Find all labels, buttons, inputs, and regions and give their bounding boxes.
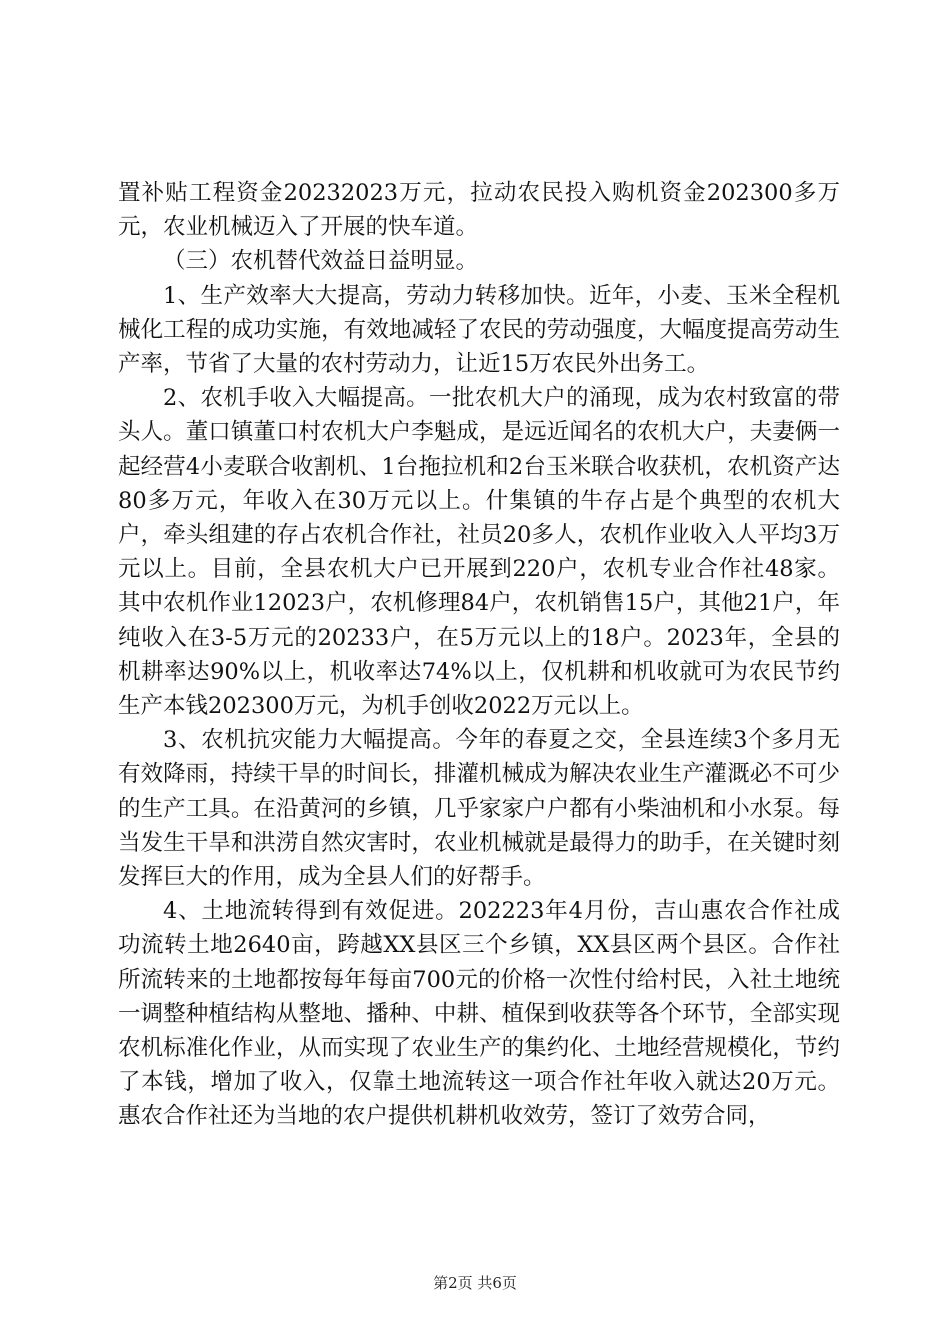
paragraph-1: 1、生产效率大大提高，劳动力转移加快。近年，小麦、玉米全程机械化工程的成功实施，有效地减轻了农民的劳动强度，大幅度提高劳动生产率，节省了大量的农村劳动力，让近15万农民外出务工。 <box>118 282 840 378</box>
paragraph-3: 3、农机抗灾能力大幅提高。今年的春夏之交，全县连续3个多月无有效降雨，持续干旱的时间长，排灌机械成为解决农业生产灌溉必不可少的生产工具。在沿黄河的乡镇，几乎家家户户都有小柴油机和小水泵。每当发生干旱和洪涝自然灾害时，农业机械就是最得力的助手，在关键时刻发挥巨大的作用，成为全县人们的好帮手。 <box>118 727 840 891</box>
paragraph-2: 2、农机手收入大幅提高。一批农机大户的涌现，成为农村致富的带头人。董口镇董口村农机大户李魁成，是远近闻名的农机大户，夫妻俩一起经营4小麦联合收割机、1台拖拉机和2台玉米联合收获机，农机资产达80多万元，年收入在30万元以上。什集镇的牛存占是个典型的农机大户，牵头组建的存占农机合作社，社员20多人，农机作业收入人平均3万元以上。目前，全县农机大户已开展到220户，农机专业合作社48家。其中农机作业12023户，农机修理84户，农机销售15户，其他21户，年纯收入在3-5万元的20233户，在5万元以上的18户。2023年，全县的机耕率达90%以上，机收率达74%以上，仅机耕和机收就可为农民节约生产本钱202300万元，为机手创收2022万元以上。 <box>118 385 840 720</box>
paragraph-4: 4、土地流转得到有效促进。202223年4月份，吉山惠农合作社成功流转土地2640亩，跨越XX县区三个乡镇，XX县区两个县区。合作社所流转来的土地都按每年每亩700元的价格一次性付给村民，入社土地统一调整种植结构从整地、播种、中耕、植保到收获等各个环节，全部实现农机标准化作业，从而实现了农业生产的集约化、土地经营规模化，节约了本钱，增加了收入，仅靠土地流转这一项合作社年收入就达20万元。惠农合作社还为当地的农户提供机耕机收效劳，签订了效劳合同， <box>118 898 840 1130</box>
page-footer: 第2页 共6页 <box>433 1274 517 1292</box>
paragraph-continuation: 置补贴工程资金20232023万元，拉动农民投入购机资金202300多万元，农业机械迈入了开展的快车道。 <box>118 180 840 241</box>
document-body <box>118 176 840 1134</box>
section-heading: （三）农机替代效益日益明显。 <box>163 248 479 275</box>
